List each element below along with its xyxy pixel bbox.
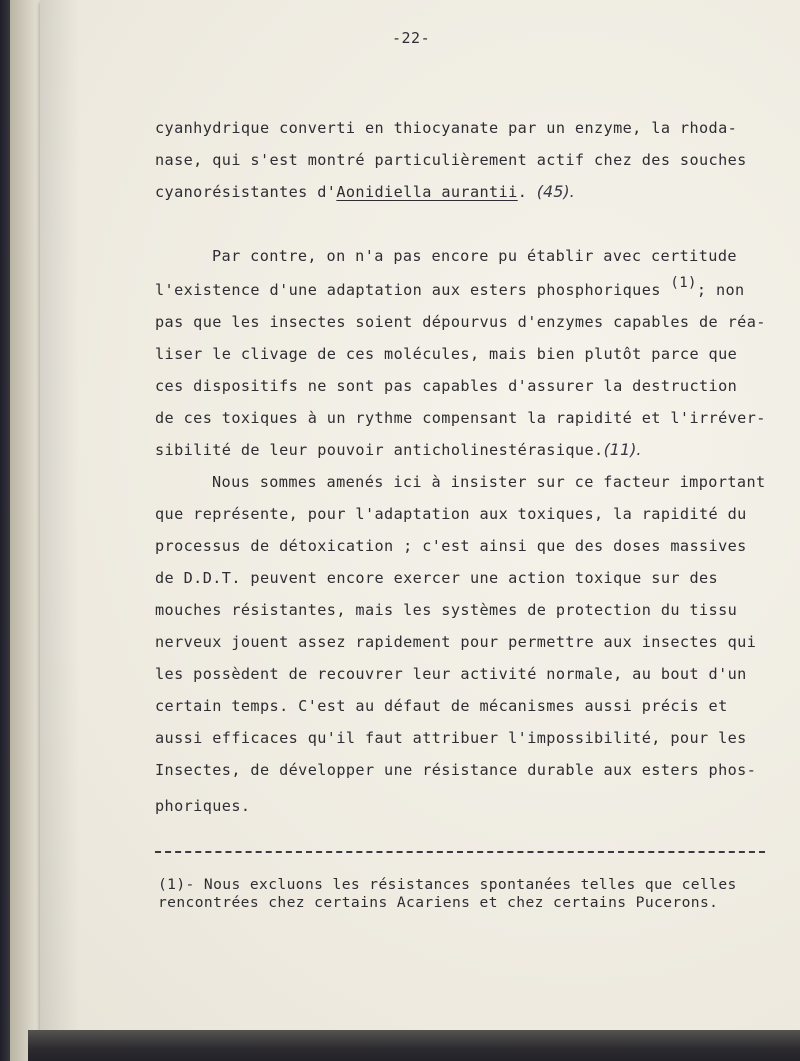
paragraph-2-line-2: [155, 275, 745, 300]
handwritten-reference: (45).: [536, 182, 575, 201]
paragraph-3-line-6: nerveux jouent assez rapidement pour permettre aux insectes qui: [155, 633, 757, 651]
paragraph-3-line-8: certain temps. C'est au défaut de mécanismes aussi précis et: [155, 697, 728, 715]
paragraph-2-line-4: liser le clivage de ces molécules, mais bien plutôt parce que: [155, 345, 738, 363]
line-text: cyanorésistantes d': [155, 183, 337, 201]
footnote-marker: (1): [670, 275, 697, 291]
paragraph-1-line-1: cyanhydrique converti en thiocyanate par un enzyme, la rhoda-: [155, 119, 738, 137]
paragraph-1-line-3: [155, 182, 575, 202]
line-text: sibilité de leur pouvoir anticholinestérasique.: [155, 441, 604, 459]
paragraph-3-line-3: processus de détoxication ; c'est ainsi que des doses massives: [155, 537, 747, 555]
footnote-line-2: rencontrées chez certains Acariens et chez certains Pucerons.: [158, 894, 719, 911]
paragraph-3-line-9: aussi efficaces qu'il faut attribuer l'impossibilité, pour les: [155, 729, 747, 747]
footnote-line-1: (1)- Nous excluons les résistances spontanées telles que celles: [158, 876, 737, 893]
paragraph-2-line-1: Par contre, on n'a pas encore pu établir avec certitude: [212, 247, 737, 265]
footnote-separator: [155, 851, 765, 853]
paragraph-2-line-7: [155, 440, 642, 460]
line-text: l'existence d'une adaptation aux esters phosphoriques: [155, 281, 661, 299]
period: .: [517, 183, 528, 201]
paragraph-3-line-1: Nous sommes amenés ici à insister sur ce facteur important: [212, 473, 766, 491]
paragraph-3-line-11: phoriques.: [155, 797, 251, 815]
paragraph-2-line-3: pas que les insectes soient dépourvus d'enzymes capables de réa-: [155, 313, 766, 331]
paragraph-3-line-5: mouches résistantes, mais les systèmes de protection du tissu: [155, 601, 738, 619]
handwritten-reference: (11).: [603, 440, 642, 459]
page-number: -22-: [392, 29, 431, 47]
paragraph-2-line-6: de ces toxiques à un rythme compensant la rapidité et l'irréver-: [155, 409, 766, 427]
paragraph-3-line-7: les possèdent de recouvrer leur activité normale, au bout d'un: [155, 665, 747, 683]
page-bottom-edge: [28, 1030, 800, 1061]
paragraph-2-line-5: ces dispositifs ne sont pas capables d'assurer la destruction: [155, 377, 738, 395]
species-name: Aonidiella aurantii: [336, 183, 518, 201]
paragraph-3-line-2: que représente, pour l'adaptation aux toxiques, la rapidité du: [155, 505, 747, 523]
paragraph-3-line-10: Insectes, de développer une résistance durable aux esters phos-: [155, 761, 757, 779]
paragraph-1-line-2: nase, qui s'est montré particulièrement actif chez des souches: [155, 151, 747, 169]
paragraph-3-line-4: de D.D.T. peuvent encore exercer une action toxique sur des: [155, 569, 719, 587]
binding-page-edge: [10, 0, 40, 1061]
line-end: ; non: [696, 281, 745, 299]
